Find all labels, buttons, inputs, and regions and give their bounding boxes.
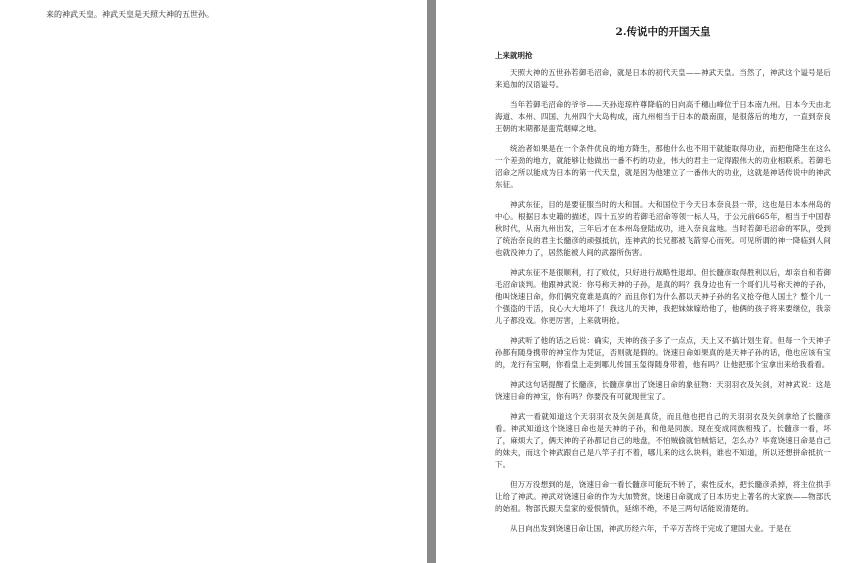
left-page-text: 来的神武天皇。神武天皇是天照大神的五世孙。 bbox=[46, 10, 214, 19]
paragraph-3: 统治者如果是在一个条件优良的地方降生，那他什么也不用干就能取得功业，而把他降生在这么一个差劲的地方，就能够让他做出一番不朽的功业，伟大的君主一定得跟伟大的功业相联系。若御毛沼命之所以能成为日本的第一代天皇，就是因为他建立了一番伟大的功业，这就是神话传说中的神武东征。 bbox=[495, 144, 831, 189]
paragraph-2: 当年若御毛沼命的爷爷——天孙迩琼杵尊降临的日向高千穗山峰位于日本南九州。日本今天由北海道、本州、四国、九州四个大岛构成，南九州相当于日本的最南面，是很落后的地方，一直到奈良王朝的末期都是蛮荒烟瘴之地。 bbox=[495, 100, 831, 133]
chapter-title: 2.传说中的开国天皇 bbox=[615, 26, 711, 38]
right-page-content bbox=[495, 25, 831, 543]
paragraph-7: 神武这句话提醒了长髓彦，长髓彦拿出了饶速日命的象征物：天羽羽衣及矢剑，对神武说：这是饶速日命的神宝，你有吗？你要没有可就现世宝了。 bbox=[495, 380, 831, 401]
section-heading: 上来就明抢 bbox=[495, 51, 533, 60]
paragraph-6: 神武听了他的话之后说：确实，天神的孩子多了一点点，天上又不搞计划生育。但每一个天神子孙都有随身携带的神宝作为凭证，否则就是假的。饶速日命如果真的是天神子孙的话，他也应该有宝的，龙行有宝啊，你看皇上走到哪儿传国玉玺得随身带着，他有吗？让他把那个宝拿出来给我看看。 bbox=[495, 336, 831, 369]
paragraph-10: 从日向出发到饶速日命让国，神武历经六年，千辛万苦终于完成了建国大业。于是在 bbox=[510, 524, 792, 533]
paragraph-5: 神武东征不是很顺利，打了败仗，只好进行战略性退却。但长髓彦取得胜利以后，却亲自和若御毛沼命谈判。他跟神武说：你号称天神的子孙，是真的吗？我身边也有一个哥们儿号称天神的子孙，他叫饶速日命，你们俩究竟谁是真的？而且你们为什么都以天神子孙的名义抢夺他人国土？整个儿一个强盗的干活，良心大大地坏了！我这儿的天神，我把妹妹嫁给他了，他俩的孩子将来要继位，我亲儿子都没戏。你更厉害，上来就明抢。 bbox=[495, 268, 831, 325]
left-page bbox=[0, 0, 427, 563]
right-page bbox=[436, 0, 861, 563]
paragraph-9: 但万万没想到的是，饶速日命一看长髓彦可能玩不转了，索性反水，把长髓彦杀掉，将主位拱手让给了神武。神武对饶速日命的作为大加赞赏，饶速日命就成了日本历史上著名的大家族——物部氏的始祖。物部氏跟天皇家的爱恨情仇，延绵不绝，不是三两句话能说清楚的。 bbox=[495, 480, 831, 513]
paragraph-8: 神武一看就知道这个天羽羽衣及矢剑是真货，而且他也把自己的天羽羽衣及矢剑拿给了长髓彦看。神武知道这个饶速日命也是天神的子孙，和他是同族。现在变成同族相残了。长髓彦一看，坏了，麻烦大了，俩天神的子孙都记自己的地盘，不怕贼偷就怕贼惦记，怎么办？毕竟饶速日命是自己的妹夫，而这个神武跟自己是八竿子打不着，哪儿来的这么块料，谁也不知道，所以还想拼命抵抗一下。 bbox=[495, 412, 831, 469]
paragraph-1: 天照大神的五世孙若御毛沼命，就是日本的初代天皇——神武天皇。当然了，神武这个谥号是后来追加的汉语谥号。 bbox=[495, 68, 831, 89]
paragraph-4: 神武东征，目的是要征服当时的大和国。大和国位于今天日本奈良县一带，这也是日本本州岛的中心。根据日本史籍的描述，四十五岁的若御毛沼命等领一标人马，于公元前665年，相当于中国春秋时代，从南九州出发，三年后才在本州岛登陆成功，进入奈良盆地。当时若御毛沼命的军队，受到了统治奈良的君主长髓彦的顽强抵抗，连神武的长兄都被飞箭穿心而死。可见所谓的神一降临到人间也就没神力了，居然能被人间的武器所伤害。 bbox=[495, 200, 831, 257]
